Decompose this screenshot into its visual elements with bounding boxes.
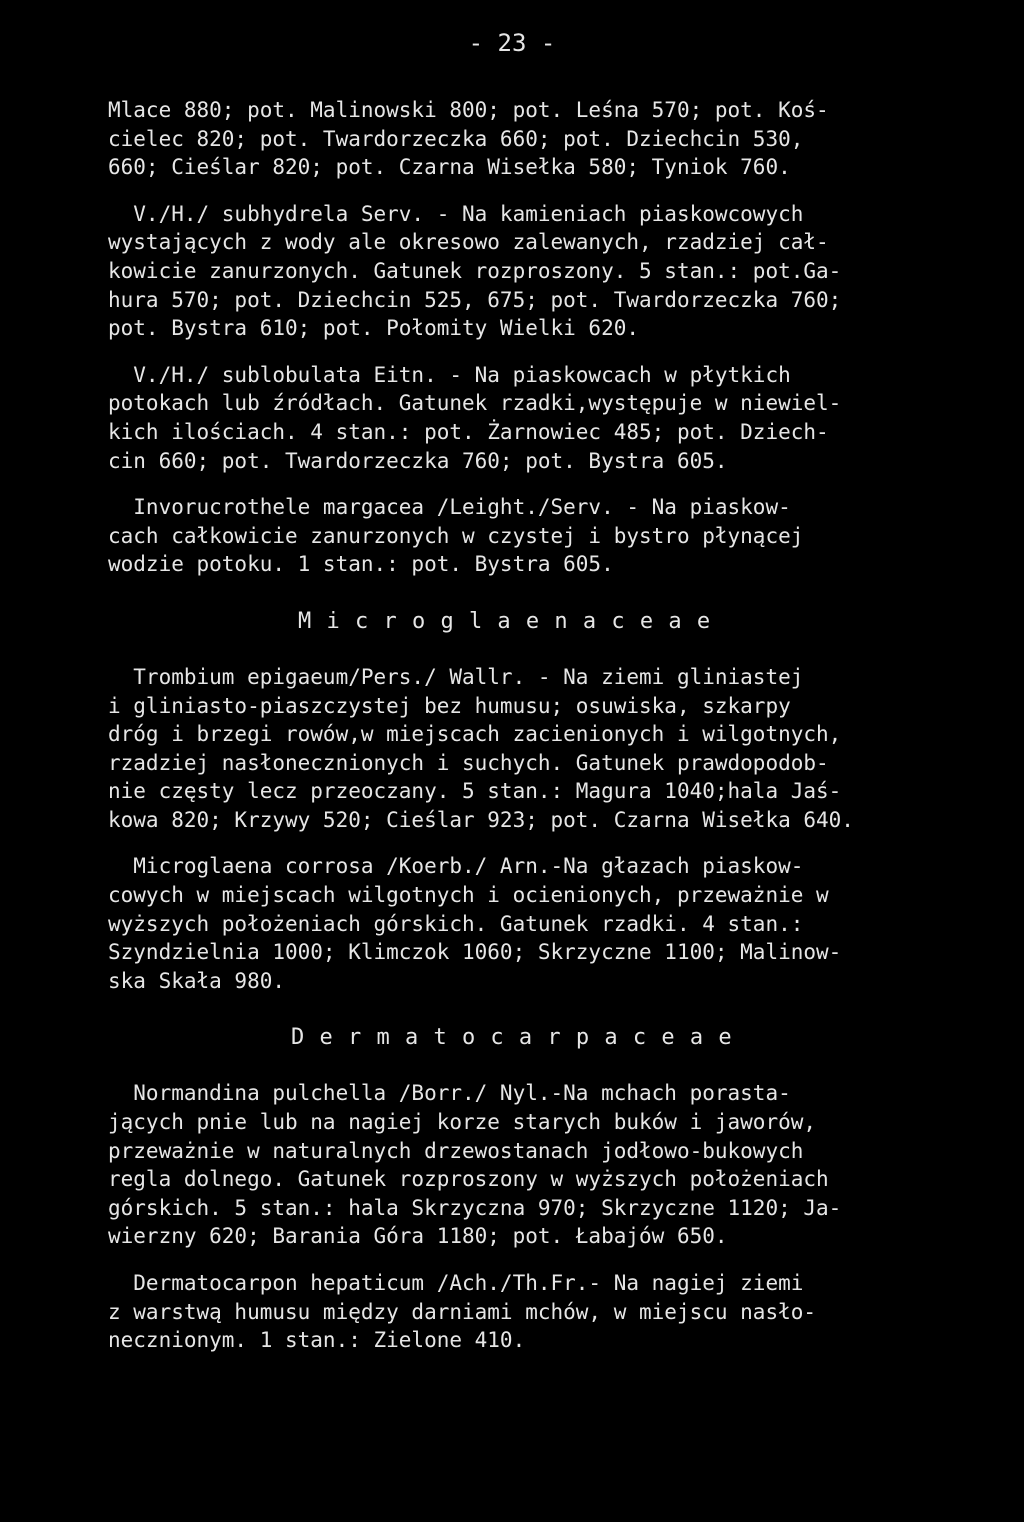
text-line: kowa 820; Krzywy 520; Cieślar 923; pot. Czarna Wisełka 640.	[108, 807, 854, 832]
text-line: wodzie potoku. 1 stan.: pot. Bystra 605.	[108, 552, 614, 577]
text-line: Trombium epigaeum/Pers./ Wallr. - Na ziemi gliniastej	[108, 664, 804, 689]
text-line: cielec 820; pot. Twardorzeczka 660; pot. Dziechcin 530,	[108, 126, 804, 151]
text-line: Szyndzielnia 1000; Klimczok 1060; Skrzyczne 1100; Malinow-	[108, 940, 842, 965]
text-line: Normandina pulchella /Borr./ Nyl.-Na mchach porasta-	[108, 1081, 791, 1106]
text-line: ska Skała 980.	[108, 968, 286, 993]
paragraph-invorucrothele	[108, 493, 928, 579]
paragraph-microglaena	[108, 852, 928, 995]
paragraph-continuation	[108, 96, 928, 182]
text-line: Dermatocarpon hepaticum /Ach./Th.Fr.- Na nagiej ziemi	[108, 1271, 804, 1295]
text-line: przeważnie w naturalnych drzewostanach jodłowo-bukowych	[108, 1138, 804, 1163]
text-line: cowych w miejscach wilgotnych i ocienionych, przeważnie w	[108, 883, 829, 908]
text-line: Mlace 880; pot. Malinowski 800; pot. Leśna 570; pot. Koś-	[108, 98, 829, 122]
paragraph-subhydrela	[108, 200, 928, 343]
paragraph-normandina	[108, 1079, 928, 1251]
section-heading-dermatocarpaceae: D e r m a t o c a r p a c e a e	[291, 1025, 733, 1051]
text-line: V./H./ subhydrela Serv. - Na kamieniach piaskowcowych	[108, 201, 804, 226]
text-line: nie częsty lecz przeoczany. 5 stan.: Magura 1040;hala Jaś-	[108, 779, 842, 804]
paragraph-trombium	[108, 663, 928, 835]
text-line: wystających z wody ale okresowo zalewanych, rzadziej cał-	[108, 230, 829, 255]
text-line: cin 660; pot. Twardorzeczka 760; pot. Bystra 605.	[108, 448, 728, 473]
text-line: pot. Bystra 610; pot. Połomity Wielki 620.	[108, 316, 640, 341]
text-line: 660; Cieślar 820; pot. Czarna Wisełka 580; Tyniok 760.	[108, 155, 791, 180]
text-line: necznionym. 1 stan.: Zielone 410.	[108, 1328, 526, 1353]
text-line: regla dolnego. Gatunek rozproszony w wyższych położeniach	[108, 1167, 829, 1192]
text-line: Invorucrothele margacea /Leight./Serv. - Na piaskow-	[108, 495, 791, 520]
text-line: z warstwą humusu między darniami mchów, w miejscu nasło-	[108, 1299, 817, 1324]
paragraph-sublobulata	[108, 361, 928, 475]
text-line: Microglaena corrosa /Koerb./ Arn.-Na głazach piaskow-	[108, 854, 804, 879]
text-line: kowicie zanurzonych. Gatunek rozproszony. 5 stan.: pot.Ga-	[108, 258, 842, 283]
text-line: V./H./ sublobulata Eitn. - Na piaskowcach w płytkich	[108, 362, 791, 387]
paragraph-dermatocarpon	[108, 1269, 928, 1355]
text-line: wierzny 620; Barania Góra 1180; pot. Łabajów 650.	[108, 1224, 728, 1249]
text-line: potokach lub źródłach. Gatunek rzadki,występuje w niewiel-	[108, 391, 842, 416]
text-line: rzadziej nasłonecznionych i suchych. Gatunek prawdopodob-	[108, 750, 829, 775]
text-line: jących pnie lub na nagiej korze starych buków i jaworów,	[108, 1110, 817, 1135]
text-line: wyższych położeniach górskich. Gatunek rzadki. 4 stan.:	[108, 911, 804, 936]
document-body	[108, 96, 928, 1373]
page-number: - 23 -	[468, 29, 556, 57]
text-line: i gliniasto-piaszczystej bez humusu; osuwiska, szkarpy	[108, 693, 791, 718]
text-line: górskich. 5 stan.: hala Skrzyczna 970; Skrzyczne 1120; Ja-	[108, 1195, 842, 1220]
text-line: dróg i brzegi rowów,w miejscach zacienionych i wilgotnych,	[108, 722, 842, 747]
text-line: kich ilościach. 4 stan.: pot. Żarnowiec 485; pot. Dziech-	[108, 419, 829, 444]
section-heading-microglaenaceae: M i c r o g l a e n a c e a e	[298, 608, 712, 634]
text-line: cach całkowicie zanurzonych w czystej i bystro płynącej	[108, 523, 804, 548]
text-line: hura 570; pot. Dziechcin 525, 675; pot. Twardorzeczka 760;	[108, 287, 842, 312]
